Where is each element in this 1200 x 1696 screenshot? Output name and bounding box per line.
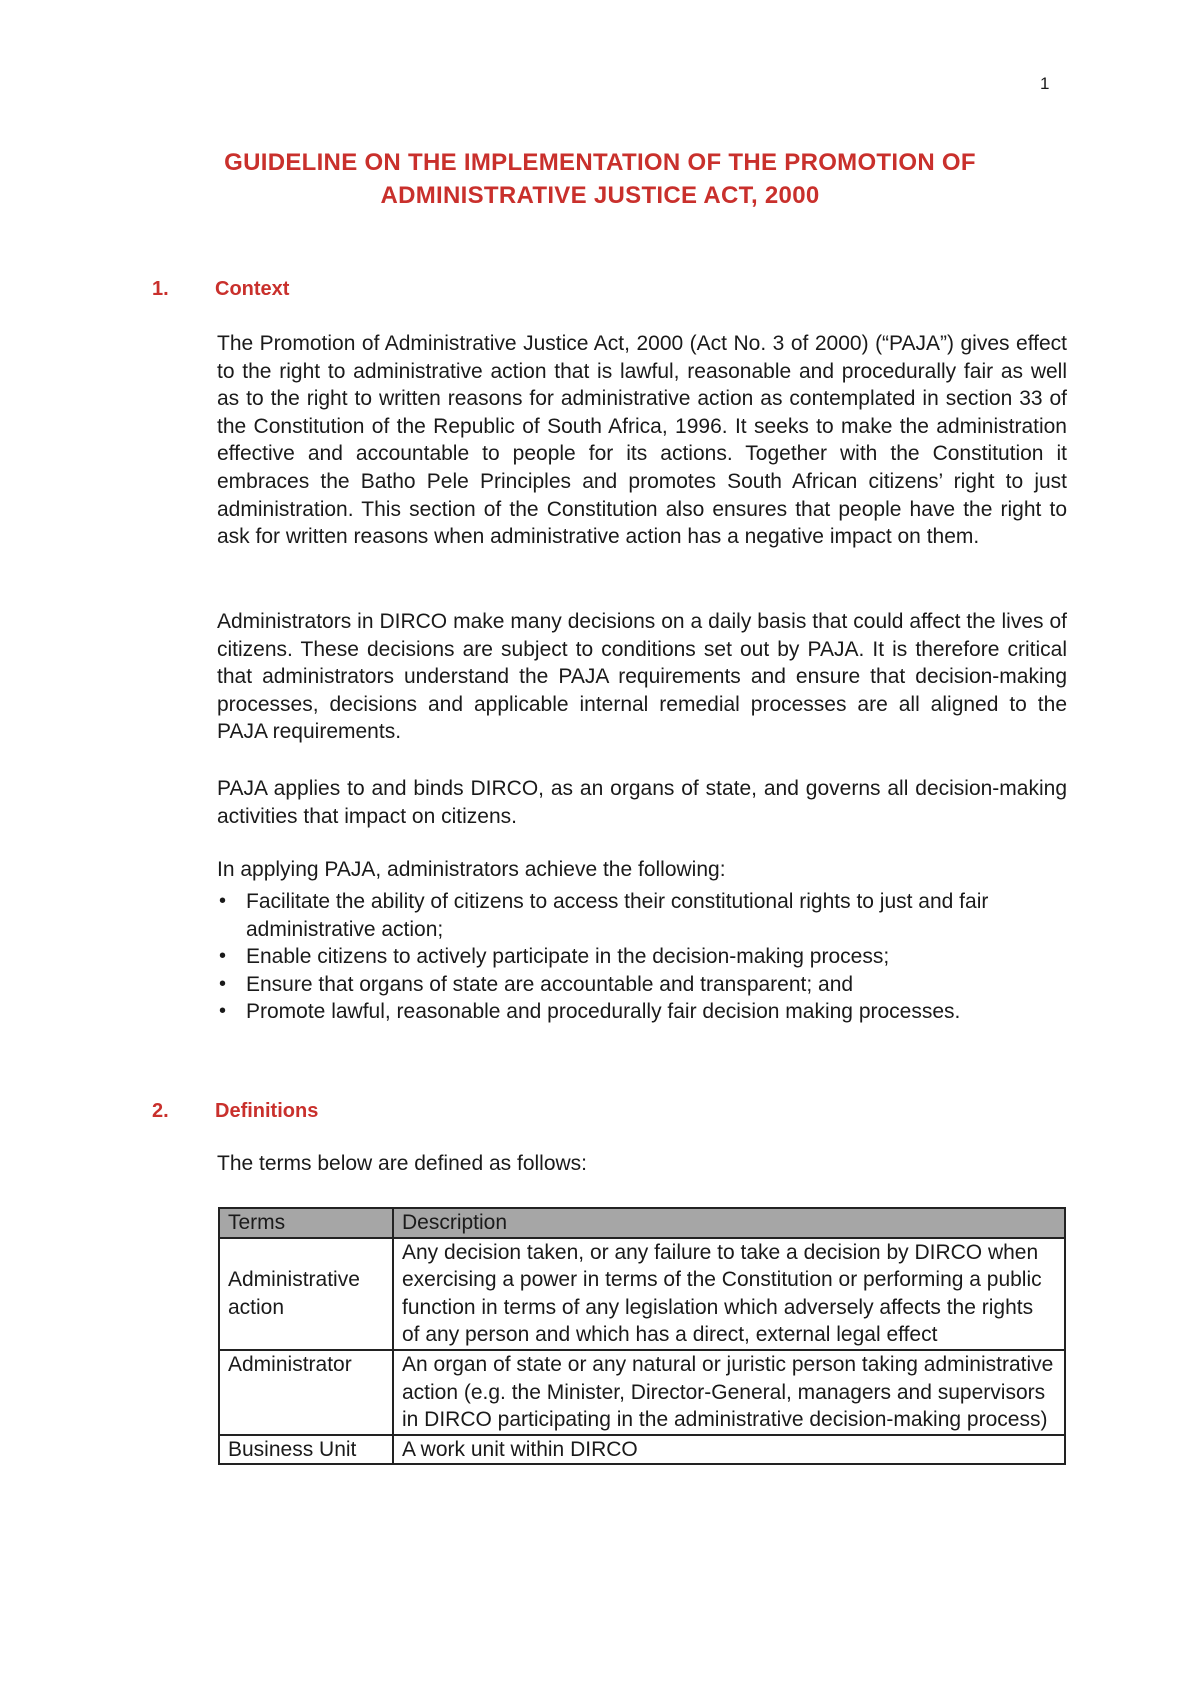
list-intro: In applying PAJA, administrators achieve the following: (217, 858, 726, 881)
list-item: • Promote lawful, reasonable and procedurally fair decision making processes. (217, 998, 1067, 1026)
table-row (219, 1350, 1065, 1435)
term-cell: Administrator (219, 1350, 393, 1435)
term-cell: Business Unit (219, 1435, 393, 1465)
section-number: 2. (152, 1100, 169, 1122)
page-number: 1 (1040, 74, 1050, 93)
description-cell: An organ of state or any natural or juristic person taking administrative action (e.g. the Minister, Director-General, managers and supervisors in DIRCO participating in the administrative decision-making process) (393, 1350, 1065, 1435)
context-paragraph-1: The Promotion of Administrative Justice Act, 2000 (Act No. 3 of 2000) (“PAJA”) gives effect to the right to administrative action that is lawful, reasonable and procedurally fair as well as to the right to written reasons for administrative action as contemplated in section 33 of the Constitution of the Republic of South Africa, 1996. It seeks to make the administration effective and accountable to people for its actions. Together with the Constitution it embraces the Batho Pele Principles and promotes South African citizens’ right to just administration. This section of the Constitution also ensures that people have the right to ask for written reasons when administrative action has a negative impact on them. (217, 332, 1067, 549)
section-number: 1. (152, 278, 169, 300)
list-item: • Facilitate the ability of citizens to access their constitutional rights to just and fair administrative action; (217, 888, 1067, 943)
term-cell: Administrative action (219, 1238, 393, 1350)
list-item: • Enable citizens to actively participate in the decision-making process; (217, 943, 1067, 971)
definitions-table (218, 1207, 1066, 1465)
table-row (219, 1435, 1065, 1465)
document-title (150, 146, 1050, 212)
bullet-list (217, 888, 1067, 1026)
context-paragraph-2: Administrators in DIRCO make many decisions on a daily basis that could affect the lives of citizens. These decisions are subject to conditions set out by PAJA. It is therefore critical that administrators understand the PAJA requirements and ensure that decision-making processes, decisions and applicable internal remedial processes are all aligned to the PAJA requirements. (217, 610, 1067, 744)
title-line-1: GUIDELINE ON THE IMPLEMENTATION OF THE PROMOTION OF (224, 149, 976, 176)
description-cell: A work unit within DIRCO (393, 1435, 1065, 1465)
section-heading-definitions (152, 1100, 318, 1123)
definitions-intro: The terms below are defined as follows: (217, 1152, 588, 1175)
description-cell: Any decision taken, or any failure to take a decision by DIRCO when exercising a power in terms of the Constitution or performing a public function in terms of any legislation which adversely affects the rights of any person and which has a direct, external legal effect (393, 1238, 1065, 1350)
section-title: Context (215, 278, 290, 300)
title-line-2: ADMINISTRATIVE JUSTICE ACT, 2000 (380, 182, 820, 209)
column-header-description: Description (393, 1208, 1065, 1238)
table-row (219, 1238, 1065, 1350)
column-header-terms: Terms (219, 1208, 393, 1238)
section-heading-context (152, 278, 289, 301)
context-paragraph-3: PAJA applies to and binds DIRCO, as an organs of state, and governs all decision-making activities that impact on citizens. (217, 777, 1067, 828)
list-item: • Ensure that organs of state are accountable and transparent; and (217, 971, 1067, 999)
section-title: Definitions (215, 1100, 319, 1122)
table-header-row (219, 1208, 1065, 1238)
